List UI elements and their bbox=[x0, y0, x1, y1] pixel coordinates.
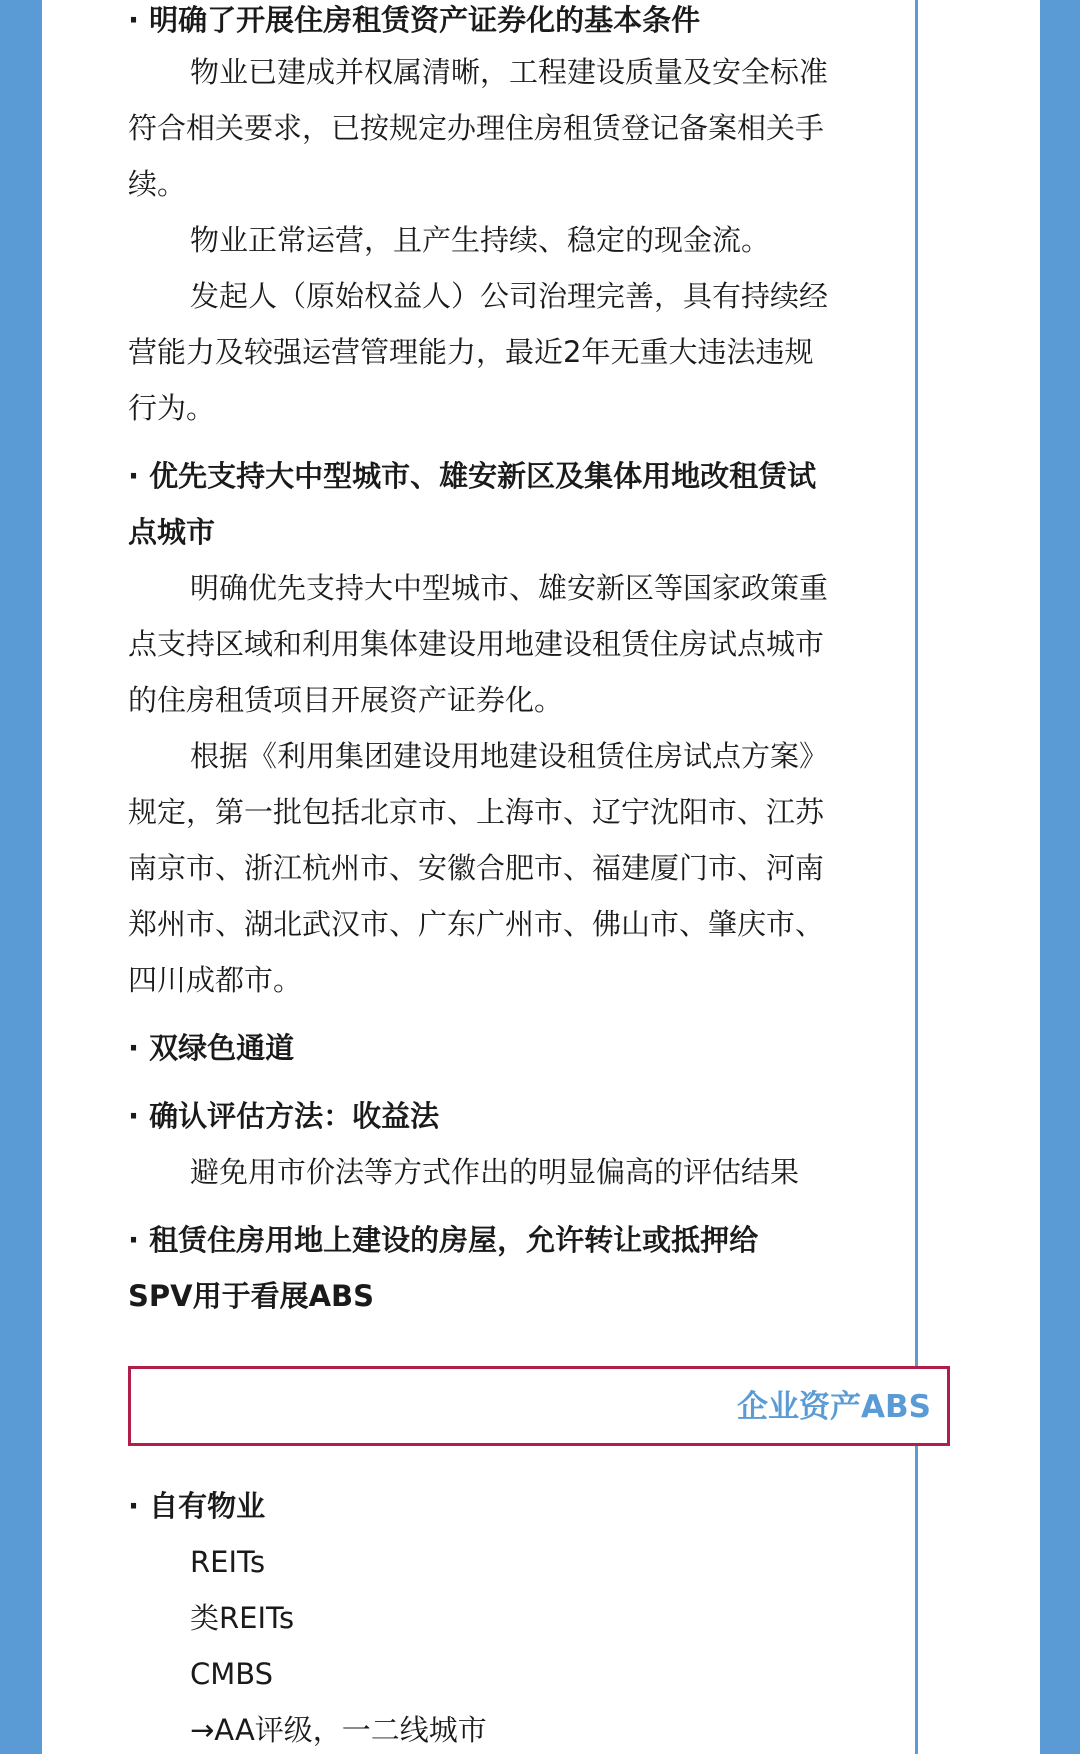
section-title: 企业资产ABS bbox=[737, 1389, 931, 1425]
paragraph-line: 明确优先支持大中型城市、雄安新区等国家政策重 bbox=[190, 571, 829, 605]
paragraph-line: 避免用市价法等方式作出的明显偏高的评估结果 bbox=[190, 1155, 800, 1189]
paragraph-line: 物业已建成并权属清晰，工程建设质量及安全标准 bbox=[190, 55, 829, 89]
paragraph-line: 规定，第一批包括北京市、上海市、辽宁沈阳市、江苏 bbox=[128, 795, 825, 829]
list-item: 类REITs bbox=[190, 1601, 295, 1635]
paragraph-line: 四川成都市。 bbox=[128, 963, 303, 997]
section-heading: · 优先支持大中型城市、雄安新区及集体用地改租赁试 bbox=[128, 459, 817, 493]
list-item: →AA评级，一二线城市 bbox=[190, 1713, 487, 1747]
paragraph-line: 根据《利用集团建设用地建设租赁住房试点方案》 bbox=[190, 739, 829, 773]
section-heading: · 租赁住房用地上建设的房屋，允许转让或抵押给 bbox=[128, 1223, 759, 1257]
section-heading: 点城市 bbox=[128, 515, 216, 549]
section-title-box bbox=[128, 1366, 950, 1446]
paragraph-line: 符合相关要求，已按规定办理住房租赁登记备案相关手 bbox=[128, 111, 825, 145]
paragraph-line: 发起人（原始权益人）公司治理完善，具有持续经 bbox=[190, 279, 829, 313]
section-heading: SPV用于看展ABS bbox=[128, 1279, 375, 1313]
section-heading: · 自有物业 bbox=[128, 1489, 266, 1523]
paragraph-line: 的住房租赁项目开展资产证券化。 bbox=[128, 683, 564, 717]
list-item: CMBS bbox=[190, 1657, 274, 1691]
vertical-divider-line bbox=[915, 0, 918, 1754]
right-blue-band bbox=[1040, 0, 1080, 1754]
paragraph-line: 行为。 bbox=[128, 391, 216, 425]
section-heading: · 明确了开展住房租赁资产证券化的基本条件 bbox=[128, 3, 701, 37]
left-blue-band bbox=[0, 0, 42, 1754]
section-heading: · 确认评估方法：收益法 bbox=[128, 1099, 440, 1133]
paragraph-line: 物业正常运营，且产生持续、稳定的现金流。 bbox=[190, 223, 771, 257]
paragraph-line: 续。 bbox=[128, 167, 187, 201]
section-heading: · 双绿色通道 bbox=[128, 1031, 295, 1065]
paragraph-line: 点支持区域和利用集体建设用地建设租赁住房试点城市 bbox=[128, 627, 825, 661]
paragraph-line: 郑州市、湖北武汉市、广东广州市、佛山市、肇庆市、 bbox=[128, 907, 825, 941]
paragraph-line: 南京市、浙江杭州市、安徽合肥市、福建厦门市、河南 bbox=[128, 851, 825, 885]
list-item: REITs bbox=[190, 1545, 266, 1579]
paragraph-line: 营能力及较强运营管理能力，最近2年无重大违法违规 bbox=[128, 335, 814, 369]
